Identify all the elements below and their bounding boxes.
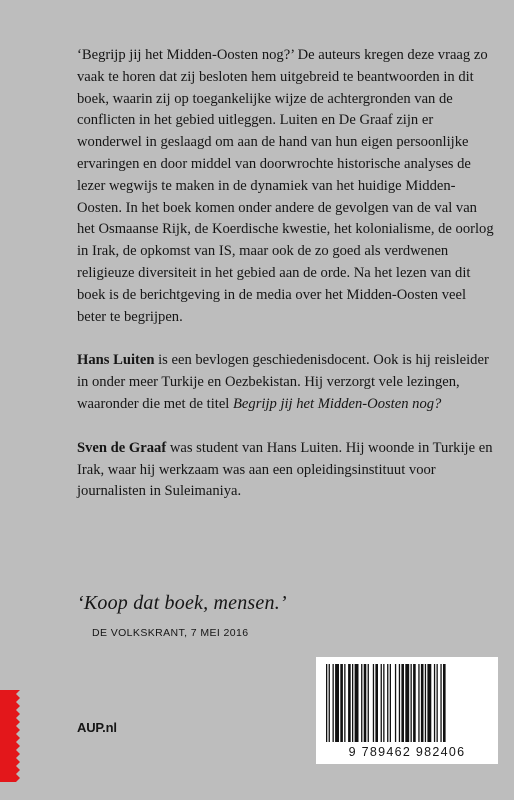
- red-edge-tag: [0, 690, 20, 782]
- back-cover-blurb: [77, 45, 495, 525]
- intro-paragraph: ‘Begrijp jij het Midden-Oosten nog?’ De auteurs kregen deze vraag zo vaak te horen dat zij besloten hem uitgebreid te beantwoorden in dit boek, waarin zij op toegankelijke wijze de achtergronden van de conflicten in het gebied uitleggen. Luiten en De Graaf zijn er wonderwel in geslaagd om aan de hand van hun eigen persoonlijke ervaringen en door middel van doorwrochte historische analyses de lezer wegwijs te maken in de dynamiek van het huidige Midden-Oosten. In het boek komen onder andere de gevolgen van de val van het Osmaanse Rijk, de Koerdische kwestie, het kolonialisme, de oorlog in Irak, de opkomst van IS, maar ook de zo goed als verdwenen religieuze diversiteit in het gebied aan de orde. Na het lezen van dit boek is de berichtgeving in de media over het Midden-Oosten veel beter te begrijpen.: [77, 47, 494, 325]
- barcode-image: [324, 664, 490, 744]
- isbn-number: 9 789462 982406: [348, 745, 466, 759]
- author2-paragraph: [77, 438, 495, 503]
- red-tag-notches: [0, 690, 20, 782]
- author1-talk-title: Begrijp jij het Midden-Oosten nog?: [233, 395, 442, 412]
- author1-name: Hans Luiten: [77, 352, 155, 369]
- author1-bio: is een bevlogen geschiedenisdocent. Ook is hij reisleider in onder meer Turkije en Oezbekistan. Hij verzorgt vele lezingen, waaronder die met de titel: [77, 352, 489, 412]
- author1-paragraph: [77, 350, 495, 415]
- publisher-site: AUP.nl: [77, 720, 117, 735]
- author2-name: Sven de Graaf: [77, 439, 167, 456]
- review-quote: ‘Koop dat boek, mensen.’: [77, 592, 287, 614]
- barcode-label: [316, 657, 498, 764]
- review-source: DE VOLKSKRANT, 7 MEI 2016: [92, 627, 249, 639]
- author2-bio: was student van Hans Luiten. Hij woonde in Turkije en Irak, waar hij werkzaam was aan een opleidingsinstituut voor journalisten in Suleimaniya.: [77, 439, 493, 500]
